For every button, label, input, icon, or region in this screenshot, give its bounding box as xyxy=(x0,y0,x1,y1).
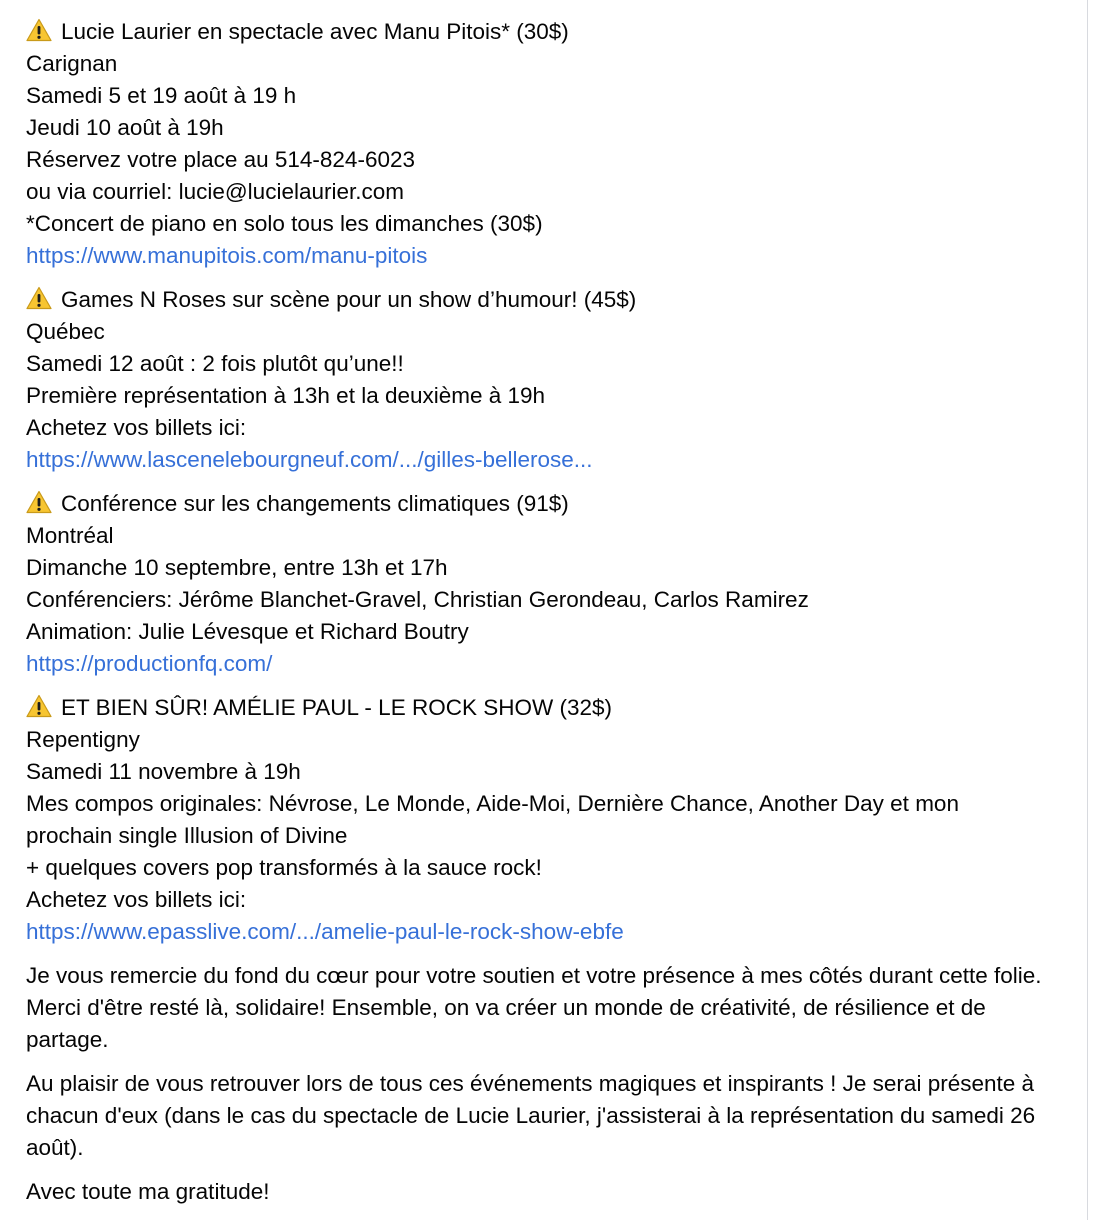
event-block xyxy=(26,284,1066,476)
event-detail: Achetez vos billets ici: xyxy=(26,887,247,912)
event-detail: Réservez votre place au 514-824-6023 xyxy=(26,147,415,172)
event-block xyxy=(26,488,1066,680)
closing-paragraph: Au plaisir de vous retrouver lors de tous ces événements magiques et inspirants ! Je serai présente à chacun d'eux (dans le cas du spectacle de Lucie Laurier, j'assisterai à la représentation du samedi 26 août). xyxy=(26,1071,1036,1160)
post-body xyxy=(26,16,1066,1220)
warning-icon xyxy=(26,286,52,310)
event-link[interactable]: https://www.manupitois.com/manu-pitois xyxy=(26,243,428,268)
event-detail: Conférenciers: Jérôme Blanchet-Gravel, Christian Gerondeau, Carlos Ramirez xyxy=(26,587,809,612)
event-location: Montréal xyxy=(26,523,114,548)
event-title-line xyxy=(26,692,1066,724)
event-block xyxy=(26,692,1066,948)
closing-paragraph: Je vous remercie du fond du cœur pour votre soutien et votre présence à mes côtés durant cette folie. Merci d'être resté là, solidaire! Ensemble, on va créer un monde de créativité, de résilience et de partage. xyxy=(26,963,1042,1052)
event-date: Samedi 5 et 19 août à 19 h xyxy=(26,83,297,108)
event-date: Samedi 11 novembre à 19h xyxy=(26,759,301,784)
event-title: Games N Roses sur scène pour un show d’humour! (45$) xyxy=(61,287,637,312)
event-date: Dimanche 10 septembre, entre 13h et 17h xyxy=(26,555,448,580)
event-location: Québec xyxy=(26,319,105,344)
event-detail: prochain single Illusion of Divine xyxy=(26,823,348,848)
event-detail: Première représentation à 13h et la deuxième à 19h xyxy=(26,383,546,408)
event-date: Jeudi 10 août à 19h xyxy=(26,115,224,140)
event-detail: Mes compos originales: Névrose, Le Monde, Aide-Moi, Dernière Chance, Another Day et mon xyxy=(26,791,959,816)
event-detail: Animation: Julie Lévesque et Richard Boutry xyxy=(26,619,469,644)
event-detail: ou via courriel: lucie@lucielaurier.com xyxy=(26,179,404,204)
event-title-line xyxy=(26,488,1066,520)
event-title-line xyxy=(26,284,1066,316)
event-detail: Achetez vos billets ici: xyxy=(26,415,247,440)
scroll-edge-divider xyxy=(1087,0,1088,1220)
event-block xyxy=(26,16,1066,272)
warning-icon xyxy=(26,18,52,42)
warning-icon xyxy=(26,694,52,718)
warning-icon xyxy=(26,490,52,514)
closing-signoff: Avec toute ma gratitude! xyxy=(26,1179,270,1204)
event-title: ET BIEN SÛR! AMÉLIE PAUL - LE ROCK SHOW (32$) xyxy=(61,695,612,720)
event-title: Conférence sur les changements climatiques (91$) xyxy=(61,491,569,516)
event-link[interactable]: https://productionfq.com/ xyxy=(26,651,273,676)
event-title: Lucie Laurier en spectacle avec Manu Pitois* (30$) xyxy=(61,19,569,44)
event-date: Samedi 12 août : 2 fois plutôt qu’une!! xyxy=(26,351,404,376)
event-detail: + quelques covers pop transformés à la sauce rock! xyxy=(26,855,542,880)
event-link[interactable]: https://www.lascenelebourgneuf.com/.../gilles-bellerose... xyxy=(26,447,593,472)
event-link[interactable]: https://www.epasslive.com/.../amelie-paul-le-rock-show-ebfe xyxy=(26,919,624,944)
event-location: Carignan xyxy=(26,51,118,76)
event-location: Repentigny xyxy=(26,727,140,752)
event-title-line xyxy=(26,16,1066,48)
event-detail: *Concert de piano en solo tous les dimanches (30$) xyxy=(26,211,543,236)
